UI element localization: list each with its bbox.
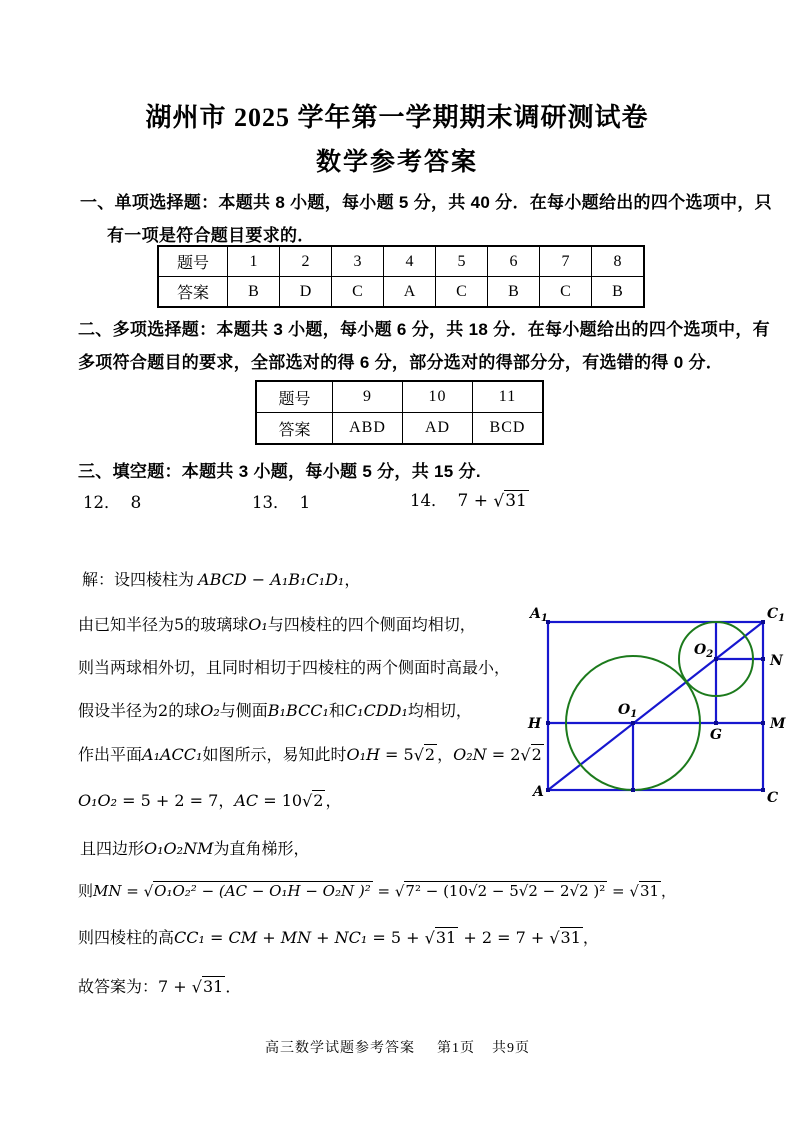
text-segment: O₁H [346, 745, 380, 764]
text-segment: ， [661, 884, 677, 900]
question-number-cell: 6 [488, 246, 540, 277]
fill-answer-12-number: 12． [83, 493, 121, 512]
fill-answer-14 [410, 487, 529, 511]
solution-line-5 [78, 742, 544, 765]
vertex-dot-foot-O1 [631, 788, 635, 792]
text-segment: 和 [328, 703, 345, 720]
text-segment: AC [234, 791, 259, 810]
vertex-dot-A [546, 788, 550, 792]
diagram-label-A: A [533, 784, 544, 800]
question-number-cell: 11 [473, 381, 544, 413]
text-segment: ， [582, 930, 599, 947]
solution-line-10 [78, 974, 241, 997]
geometry-diagram-svg [520, 598, 794, 813]
text-segment: 1 [299, 493, 311, 513]
sqrt-expression: √7² − (10√2 − 5√2 − 2√2 )² [394, 882, 606, 901]
single-choice-answer-table [157, 245, 645, 308]
question-number-cell: 7 [540, 246, 592, 277]
fill-answer-14-number: 14． [410, 491, 448, 510]
question-number-cell: 2 [280, 246, 332, 277]
text-segment: = 5 [379, 745, 414, 764]
answer-cell: B [228, 277, 280, 308]
text-segment: 均相切， [407, 703, 472, 720]
text-segment: ， [325, 793, 342, 810]
text-segment: CM + MN + NC₁ [228, 928, 368, 947]
answer-cell: AD [403, 413, 473, 445]
answer-table [157, 245, 645, 308]
text-segment: ， [344, 572, 361, 589]
answer-cell: B [488, 277, 540, 308]
text-segment: 的球 [168, 703, 201, 720]
text-segment: O₁O₂NM [144, 839, 214, 858]
sqrt-expression: √2 [302, 791, 324, 811]
question-number-cell: 3 [332, 246, 384, 277]
answer-cell: ABD [333, 413, 403, 445]
vertex-dot-G [714, 721, 718, 725]
vertex-dot-O1 [631, 721, 635, 725]
question-number-cell: 9 [333, 381, 403, 413]
text-segment: = [121, 882, 144, 900]
text-segment: 7 + [457, 491, 494, 511]
vertex-dot-N [761, 657, 765, 661]
answer-cell: BCD [473, 413, 544, 445]
question-number-cell: 5 [436, 246, 488, 277]
text-segment: 如图所示，易知此时 [202, 747, 347, 764]
text-segment: = 5 + 2 = 7 [117, 791, 219, 810]
text-segment: 则四棱柱的高 [78, 930, 175, 947]
text-segment: = [372, 882, 395, 900]
text-segment: MN [93, 882, 122, 900]
question-number-cell: 1 [228, 246, 280, 277]
question-number-cell: 8 [592, 246, 645, 277]
vertex-dot-M [761, 721, 765, 725]
answer-cell: C [436, 277, 488, 308]
table-row [256, 413, 543, 445]
sqrt-expression: √31 [424, 928, 457, 948]
sqrt-expression: √2 [413, 745, 436, 765]
page-title: 湖州市 2025 学年第一学期期末调研测试卷 [145, 103, 649, 132]
diagram-label-C: C [767, 790, 779, 806]
text-segment: ， [218, 793, 235, 810]
diagram-label-M: M [770, 716, 786, 732]
diagram-label-O2: $O_2$ [694, 642, 714, 660]
vertex-dot-C1 [761, 620, 765, 624]
answer-cell: C [332, 277, 384, 308]
section-1-heading-line-2: 有一项是符合题目要求的． [107, 226, 315, 245]
section-1-heading-line-1: 一、单项选择题：本题共 8 小题，每小题 5 分，共 40 分．在每小题给出的四个选项中，只 [80, 193, 772, 212]
table-row [158, 277, 644, 308]
text-segment: ， [437, 747, 454, 764]
diagram-label-N: N [770, 653, 783, 669]
text-segment: + 2 = 7 + [458, 928, 550, 947]
solution-line-4 [78, 698, 472, 721]
question-number-cell: 4 [384, 246, 436, 277]
solution-line-6 [78, 788, 342, 811]
text-segment: 假设半径为 [78, 703, 159, 720]
table-row [256, 381, 543, 413]
section-2-heading-line-1: 二、多项选择题：本题共 3 小题，每小题 6 分，共 18 分．在每小题给出的四个选项中，有 [78, 320, 770, 339]
text-segment: O₂ [200, 701, 220, 720]
text-segment: ． [225, 979, 242, 996]
text-segment: 且四边形 [80, 841, 145, 858]
sqrt-expression: √O₁O₂² − (AC − O₁H − O₂N )² [143, 882, 371, 901]
footer-page-number: 第1页 [437, 1041, 475, 1056]
row-label-cell: 答案 [158, 277, 228, 308]
answer-table [255, 380, 544, 445]
diagram-label-A1: $A_1$ [530, 606, 548, 624]
text-segment: O₁ [248, 615, 268, 634]
text-segment: B₁BCC₁ [267, 701, 329, 720]
sqrt-expression: √2 [520, 745, 542, 765]
fill-answer-13 [252, 489, 310, 513]
footer-page-total: 共9页 [492, 1041, 530, 1056]
page-subtitle: 数学参考答案 [315, 148, 478, 176]
text-segment: 由已知半径为 [78, 617, 175, 634]
text-segment: 的玻璃球 [184, 617, 249, 634]
diagram-label-H: H [528, 716, 542, 732]
text-segment: A₁ACC₁ [142, 745, 203, 764]
fill-answer-13-value [300, 493, 311, 512]
sqrt-expression: √31 [629, 882, 660, 901]
answer-cell: D [280, 277, 332, 308]
table-row [158, 246, 644, 277]
text-segment: O₁O₂ [78, 791, 118, 810]
text-segment: 5 [174, 615, 185, 634]
text-segment: 与侧面 [219, 703, 268, 720]
text-segment: CC₁ [174, 928, 205, 947]
section-2-heading-line-2: 多项符合题目的要求，全部选对的得 6 分，部分选对的得部分分，有选错的得 0 分． [78, 353, 724, 372]
text-segment: 7 + [158, 977, 192, 996]
text-segment: 2 [158, 701, 169, 720]
vertex-dot-O2 [714, 657, 718, 661]
text-segment: = 10 [258, 791, 303, 810]
diagram-label-O1: $O_1$ [618, 702, 638, 720]
answer-cell: B [592, 277, 645, 308]
footer-doc-title: 高三数学试题参考答案 [265, 1041, 415, 1056]
fill-answer-12 [83, 489, 141, 513]
row-label-cell: 题号 [256, 381, 333, 413]
solution-line-3 [78, 655, 510, 678]
fill-answer-12-value [131, 493, 142, 512]
question-number-cell: 10 [403, 381, 473, 413]
text-segment: 8 [130, 493, 142, 513]
text-segment: = [204, 928, 229, 947]
answer-cell: A [384, 277, 436, 308]
answer-cell: C [540, 277, 592, 308]
sqrt-expression: √31 [549, 928, 581, 948]
text-segment: 为直角梯形， [213, 841, 310, 858]
solution-line-2 [78, 612, 476, 635]
vertex-dot-H [546, 721, 550, 725]
text-segment: = 5 + [367, 928, 425, 947]
text-segment: ABCD − A₁B₁C₁D₁ [198, 570, 345, 589]
sqrt-expression: √31 [493, 491, 527, 512]
row-label-cell: 题号 [158, 246, 228, 277]
text-segment: 则当两球相外切，且同时相切于四棱柱的两个侧面时高最小， [78, 660, 511, 677]
fill-answer-13-number: 13． [252, 493, 290, 512]
text-segment: 则 [78, 884, 94, 900]
fill-answer-14-value [458, 491, 529, 510]
text-segment: 与四棱柱的四个侧面均相切， [267, 617, 476, 634]
text-segment: C₁CDD₁ [344, 701, 408, 720]
text-segment: 解：设四棱柱为 [82, 572, 199, 589]
multi-choice-answer-table [255, 380, 544, 445]
text-segment: O₂N [453, 745, 487, 764]
solution-line-8 [78, 880, 676, 901]
text-segment: = 2 [486, 745, 521, 764]
vertex-dot-C [761, 788, 765, 792]
row-label-cell: 答案 [256, 413, 333, 445]
solution-line-9 [78, 925, 599, 948]
sqrt-expression: √31 [191, 977, 224, 997]
diagram-label-C1: $C_1$ [767, 606, 786, 624]
text-segment: = [607, 882, 630, 900]
solution-line-7 [80, 836, 309, 859]
section-3-heading: 三、填空题：本题共 3 小题，每小题 5 分，共 15 分. [78, 462, 481, 481]
text-segment: 故答案为： [78, 979, 159, 996]
text-segment: 作出平面 [78, 747, 143, 764]
solution-line-1 [82, 567, 360, 590]
geometry-diagram [520, 598, 794, 813]
diagram-label-G: G [710, 727, 722, 743]
